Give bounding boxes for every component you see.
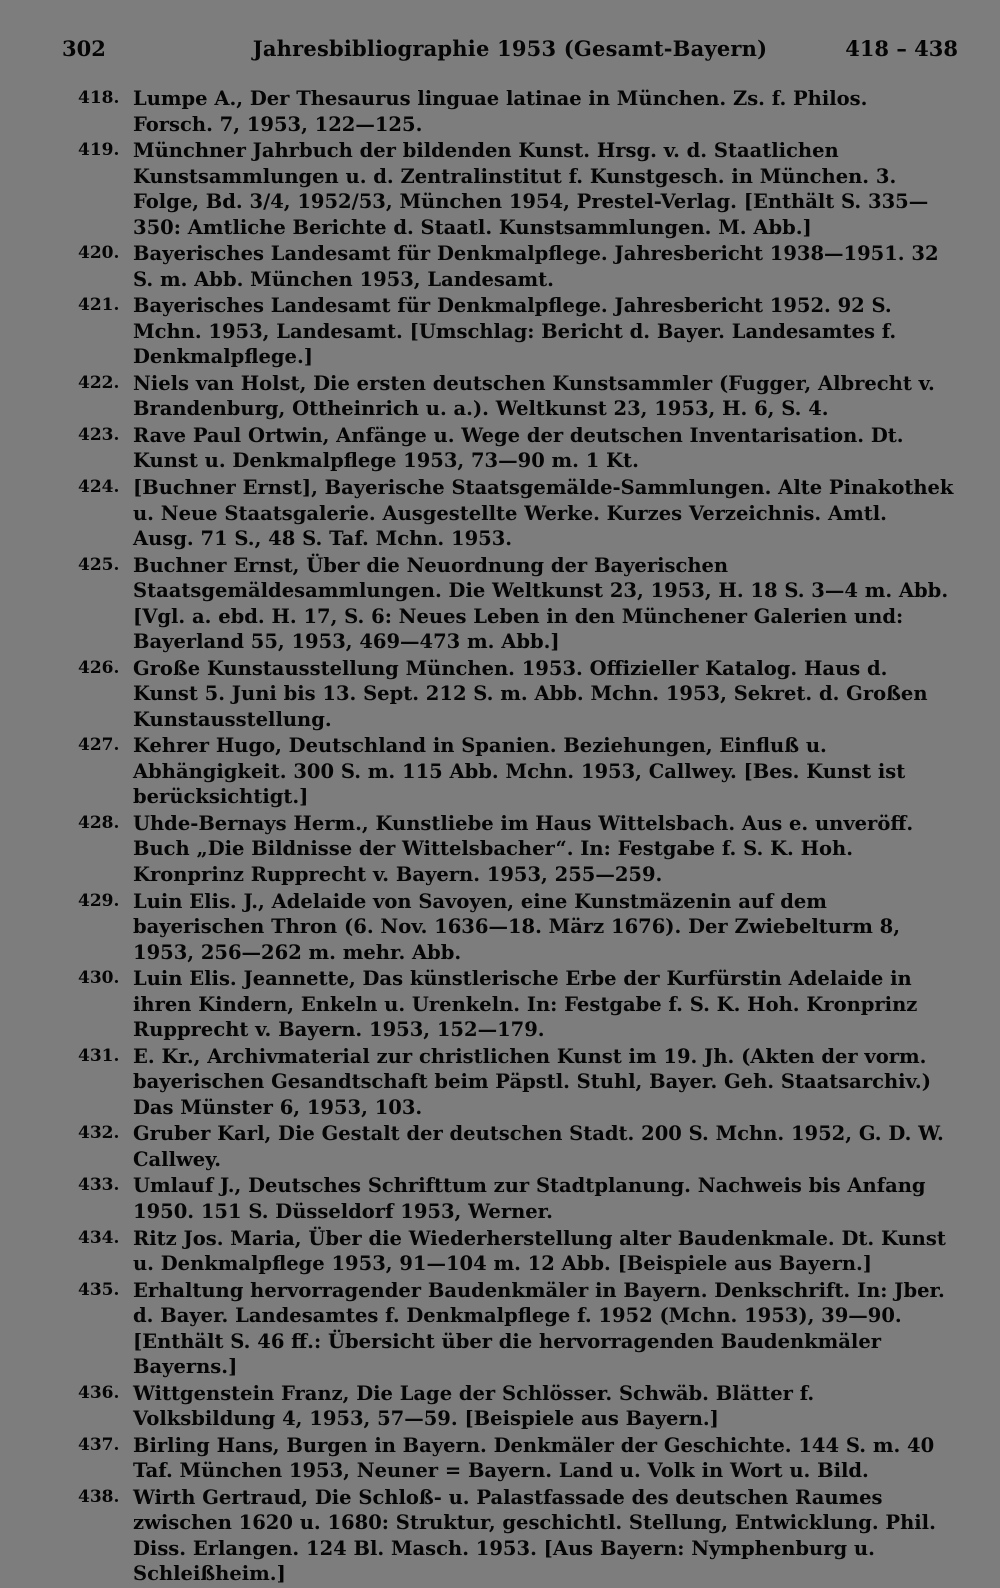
entry-text: Erhaltung hervorragender Baudenkmäler in Bayern. Denkschrift. In: Jber. d. Bayer. Landesamtes f. Denkmalpflege f. 1952 (Mchn. 1953), 39—90. [Enthält S. 46 ff.: Übersicht über die hervorragenden Baudenkmäler Bayerns.]	[133, 1278, 945, 1379]
bibliography-entry	[0, 1433, 1000, 1484]
entry-number: 424.	[78, 477, 120, 498]
bibliography-entry	[0, 966, 1000, 1043]
bibliography-entry	[0, 371, 1000, 422]
entry-range: 418 – 438	[845, 36, 958, 61]
entry-number: 429.	[78, 890, 120, 911]
entry-text: Wittgenstein Franz, Die Lage der Schlösser. Schwäb. Blätter f. Volksbildung 4, 1953, 57—59. [Beispiele aus Bayern.]	[133, 1381, 815, 1431]
bibliography-entry	[0, 241, 1000, 292]
entry-number: 431.	[78, 1045, 120, 1066]
entry-text: Kehrer Hugo, Deutschland in Spanien. Beziehungen, Einfluß u. Abhängigkeit. 300 S. m. 115 Abb. Mchn. 1953, Callwey. [Bes. Kunst ist berücksichtigt.]	[133, 734, 906, 809]
entry-text: Gruber Karl, Die Gestalt der deutschen Stadt. 200 S. Mchn. 1952, G. D. W. Callwey.	[133, 1122, 944, 1171]
bibliography-entry	[0, 138, 1000, 240]
entry-number: 438.	[78, 1486, 120, 1507]
entry-text: Bayerisches Landesamt für Denkmalpflege. Jahresbericht 1952. 92 S. Mchn. 1953, Landesamt. [Umschlag: Bericht d. Bayer. Landesamtes f. Denkmalpflege.]	[133, 294, 897, 369]
entry-text: Umlauf J., Deutsches Schrifttum zur Stadtplanung. Nachweis bis Anfang 1950. 151 S. Düsseldorf 1953, Werner.	[133, 1174, 926, 1223]
bibliography-entry	[0, 423, 1000, 474]
bibliography-entry	[0, 1173, 1000, 1224]
bibliography-entry	[0, 86, 1000, 137]
entry-number: 430.	[78, 968, 120, 989]
entry-number: 420.	[78, 243, 120, 264]
entry-number: 428.	[78, 812, 120, 833]
bibliography-entry	[0, 1381, 1000, 1432]
bibliography-entry	[0, 1278, 1000, 1380]
entry-number: 437.	[78, 1434, 120, 1455]
entry-text: Münchner Jahrbuch der bildenden Kunst. Hrsg. v. d. Staatlichen Kunstsammlungen u. d. Zentralinstitut f. Kunstgesch. in München. 3. Folge, Bd. 3/4, 1952/53, München 1954, Prestel-Verlag. [Enthält S. 335—350: Amtliche Berichte d. Staatl. Kunstsammlungen. M. Abb.]	[133, 139, 929, 239]
entry-number: 421.	[78, 295, 120, 316]
entry-text: Luin Elis. J., Adelaide von Savoyen, eine Kunstmäzenin auf dem bayerischen Thron (6. Nov. 1636—18. März 1676). Der Zwiebelturm 8, 1953, 256—262 m. mehr. Abb.	[133, 889, 900, 964]
entry-number: 433.	[78, 1175, 120, 1196]
bibliography-entry	[0, 1121, 1000, 1172]
entry-text: Ritz Jos. Maria, Über die Wiederherstellung alter Baudenkmale. Dt. Kunst u. Denkmalpflege 1953, 91—104 m. 12 Abb. [Beispiele aus Bayern.]	[133, 1226, 946, 1275]
running-title: Jahresbibliographie 1953 (Gesamt-Bayern)	[252, 36, 768, 61]
entry-text: Buchner Ernst, Über die Neuordnung der Bayerischen Staatsgemäldesammlungen. Die Weltkunst 23, 1953, H. 18 S. 3—4 m. Abb. [Vgl. a. ebd. H. 17, S. 6: Neues Leben in den Münchener Galerien und: Bayerland 55, 1953, 469—473 m. Abb.]	[133, 553, 949, 654]
entry-text: Birling Hans, Burgen in Bayern. Denkmäler der Geschichte. 144 S. m. 40 Taf. München 1953, Neuner = Bayern. Land u. Volk in Wort u. Bild.	[133, 1433, 935, 1483]
entry-text: Uhde-Bernays Herm., Kunstliebe im Haus Wittelsbach. Aus e. unveröff. Buch „Die Bildnisse der Wittelsbacher“. In: Festgabe f. S. K. Hoh. Kronprinz Rupprecht v. Bayern. 1953, 255—259.	[133, 811, 914, 886]
bibliography-entry	[0, 553, 1000, 655]
bibliography-list	[0, 86, 1000, 1588]
entry-text: Niels van Holst, Die ersten deutschen Kunstsammler (Fugger, Albrecht v. Brandenburg, Ottheinrich u. a.). Weltkunst 23, 1953, H. 6, S. 4.	[133, 371, 935, 421]
page-header	[62, 30, 958, 70]
entry-text: E. Kr., Archivmaterial zur christlichen Kunst im 19. Jh. (Akten der vorm. bayerischen Gesandtschaft beim Päpstl. Stuhl, Bayer. Geh. Staatsarchiv.) Das Münster 6, 1953, 103.	[133, 1044, 931, 1119]
bibliography-entry	[0, 733, 1000, 810]
entry-number: 435.	[78, 1279, 120, 1300]
page-number: 302	[62, 36, 106, 61]
entry-number: 418.	[78, 88, 120, 108]
entry-number: 423.	[78, 424, 120, 445]
entry-number: 427.	[78, 735, 120, 756]
bibliography-entry	[0, 1044, 1000, 1121]
bibliography-entry	[0, 811, 1000, 888]
entry-number: 426.	[78, 657, 120, 678]
entry-text: Lumpe A., Der Thesaurus linguae latinae in München. Zs. f. Philos. Forsch. 7, 1953, 122—125.	[133, 87, 868, 136]
entry-text: Bayerisches Landesamt für Denkmalpflege. Jahresbericht 1938—1951. 32 S. m. Abb. München 1953, Landesamt.	[133, 242, 939, 291]
entry-text: Luin Elis. Jeannette, Das künstlerische Erbe der Kurfürstin Adelaide in ihren Kindern, Enkeln u. Urenkeln. In: Festgabe f. S. K. Hoh. Kronprinz Rupprecht v. Bayern. 1953, 152—179.	[133, 967, 918, 1042]
entry-text: [Buchner Ernst], Bayerische Staatsgemälde-Sammlungen. Alte Pinakothek u. Neue Staatsgalerie. Ausgestellte Werke. Kurzes Verzeichnis. Amtl. Ausg. 71 S., 48 S. Taf. Mchn. 1953.	[133, 476, 954, 551]
entry-number: 419.	[78, 140, 120, 161]
bibliography-entry	[0, 656, 1000, 733]
entry-number: 434.	[78, 1227, 120, 1248]
entry-number: 432.	[78, 1123, 120, 1144]
entry-number: 422.	[78, 372, 120, 393]
entry-number: 425.	[78, 554, 120, 575]
bibliography-entry	[0, 475, 1000, 552]
bibliography-entry	[0, 1226, 1000, 1277]
entry-text: Große Kunstausstellung München. 1953. Offizieller Katalog. Haus d. Kunst 5. Juni bis 13. Sept. 212 S. m. Abb. Mchn. 1953, Sekret. d. Großen Kunstausstellung.	[133, 656, 928, 731]
bibliography-entry	[0, 293, 1000, 370]
entry-number: 436.	[78, 1382, 120, 1403]
entry-text: Rave Paul Ortwin, Anfänge u. Wege der deutschen Inventarisation. Dt. Kunst u. Denkmalpflege 1953, 73—90 m. 1 Kt.	[133, 423, 904, 473]
bibliography-entry	[0, 889, 1000, 966]
entry-text: Wirth Gertraud, Die Schloß- u. Palastfassade des deutschen Raumes zwischen 1620 u. 1680: Struktur, geschichtl. Stellung, Entwicklung. Phil. Diss. Erlangen. 124 Bl. Masch. 1953. [Aus Bayern: Nymphenburg u. Schleißheim.]	[133, 1485, 936, 1586]
